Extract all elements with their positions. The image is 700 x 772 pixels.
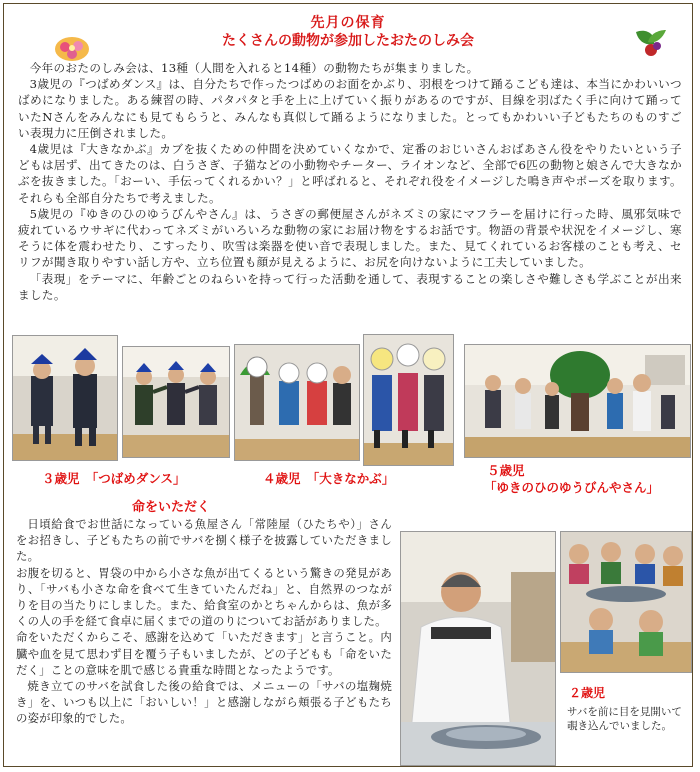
caption-age4: ４歳児 「大きなかぶ」	[263, 471, 395, 486]
section-body	[16, 516, 392, 727]
intro-text	[18, 60, 682, 303]
caption-age2-note: サバを前に目を見開いて覗き込んでいました。	[567, 706, 682, 732]
photo-age5-postman	[464, 344, 691, 458]
intro-paragraph: 今年のおたのしみ会は、13種（人間を入れると14種）の動物たちが集まりました。	[29, 61, 479, 75]
photo-age3-swallow-dance-a	[12, 335, 118, 461]
caption-age3: ３歳児 「つばめダンス」	[42, 471, 186, 486]
photo-age4-big-turnip-b	[363, 334, 454, 466]
section-paragraph: 日頃給食でお世話になっている魚屋さん「常陸屋（ひたちや）」さんをお招きし、子どもたちの前でサバを捌く様子を披露していただきました。	[16, 517, 392, 564]
section-paragraph: 焼き立てのサバを試食した後の給食では、メニューの「サバの塩麹焼き」を、いつも以上に「おいしい！」と感謝しながら頬張る子どもたちの姿が印象的でした。	[16, 679, 392, 726]
section-paragraph: お腹を切ると、胃袋の中から小さな魚が出てくるという驚きの発見があり、「サバも小さな命を食べて生きていたんだね」と、自然界のつながりを目の当たりにしました。また、給食室のかとちゃんからは、魚が多くの人の手を経て食卓に届くまでの道のりについてお話がありました。	[16, 565, 392, 629]
section-paragraph: 命をいただくからこそ、感謝を込めて「いただきます」と言うこと。内臓や血を見て思わず目を覆う子もいましたが、どの子どもも「命をいただく」ことの意味を肌で感じる貴重な時間となったようです。	[16, 630, 392, 677]
intro-paragraph: 「表現」をテーマに、年齢ごとのねらいを持って行った活動を通して、表現することの楽しさや難しさも学ぶことが出来ました。	[18, 271, 682, 302]
header-subtitle: たくさんの動物が参加したおたのしみ会	[222, 33, 474, 49]
photo-fishmonger	[400, 531, 556, 766]
section-heading: 命をいただく	[132, 500, 211, 515]
photo-age3-swallow-dance-b	[122, 346, 230, 458]
caption-age5-label: ５歳児	[487, 463, 525, 478]
header-title: 先月の保育	[310, 15, 386, 31]
intro-paragraph: 4歳児は『大きなかぶ』カブを抜くための仲間を決めていくなかで、定番のおじいさんおばあさん役をやりたいという子どもは居ず、出てきたのは、白うさぎ、子猫などの小動物やチーター、ライオンなど、全部で6匹の動物と娘さんで大きなかぶを抜きました。「おーい、手伝ってくれるかい？」と呼ばれると、それぞれ役をイメージした鳴き声やポーズを取ります。それらも全部自分たちで考えました。	[18, 142, 682, 205]
caption-age2: ２歳児	[569, 686, 606, 700]
photo-age2-children	[560, 531, 692, 673]
intro-paragraph: 5歳児の『ゆきのひのゆうびんやさん』は、うさぎの郵便屋さんがネズミの家にマフラーを届けに行った時、風邪気味で疲れているウサギに代わってネズミがいろいろな動物の家にお届け物をするお話です。物語の背景や状況をイメージし、寒そうに体を震わせたり、こすったり、吹雪は楽器を使い音で表現しました。また、見てくれているお客様のことも考え、セリフが聞き取りやすい話し方や、立ち位置も顔が見えるように、お尻を向けないように工夫していました。	[18, 206, 682, 270]
photo-age4-big-turnip-a	[234, 344, 360, 461]
newsletter-page	[3, 3, 693, 767]
intro-paragraph: 3歳児の『つばめダンス』は、自分たちで作ったつばめのお面をかぶり、羽根をつけて踊るこども達は、本当にかわいいつばめになりました。ある練習の時、パタパタと手を上に上げていく振りがあるのですが、目線を羽ばたく手に向けて踊っていたNさんをみんなにも見てもらうと、みんなも真似して踊るようになりました。とってもかわいい子どもたちのものすごい表現力に圧倒されました。	[18, 77, 682, 140]
caption-age5-title: 「ゆきのひのゆうびんやさん」	[484, 480, 660, 495]
